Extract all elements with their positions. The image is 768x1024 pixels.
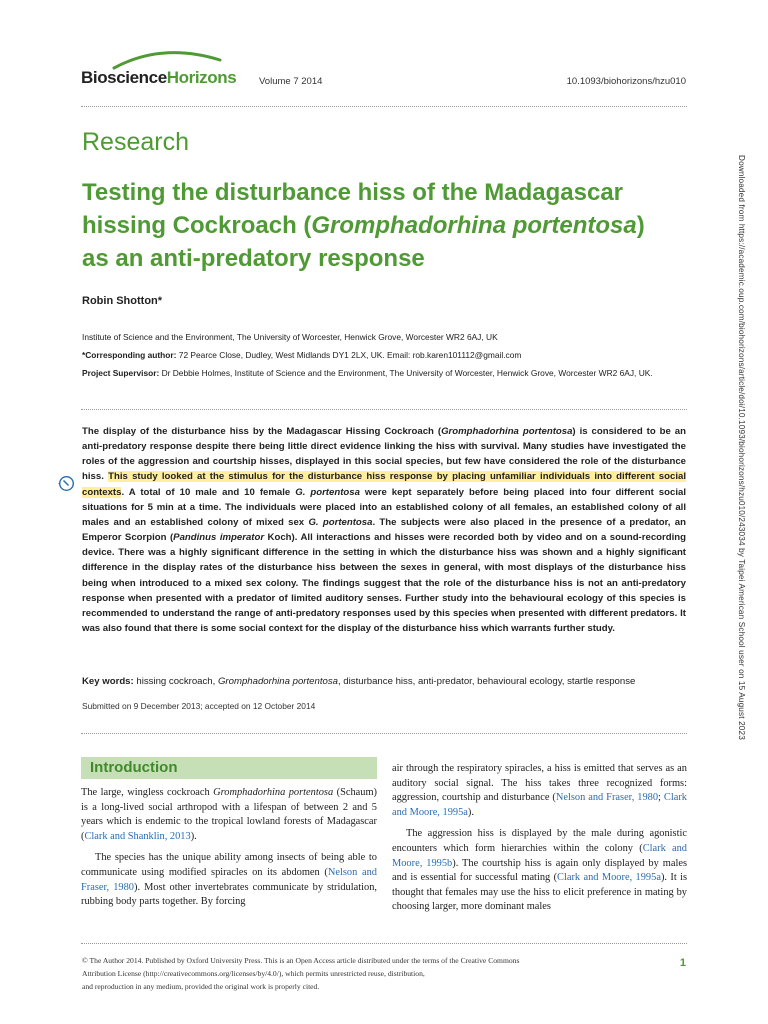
abstract-divider — [81, 409, 687, 410]
abstract — [82, 424, 686, 636]
page-number: 1 — [679, 957, 686, 969]
intro-right-column — [392, 762, 687, 915]
corresponding-text: 72 Pearce Close, Dudley, West Midlands DY1 2LX, UK. Email: rob.karen101112@gmail.com — [176, 350, 522, 360]
header-divider — [81, 106, 687, 107]
license-line-2: Attribution License (http://creativecommons.org/licenses/by/4.0/), which permits unrestricted reuse, distribution, — [82, 969, 425, 978]
affiliation-institute: Institute of Science and the Environment, The University of Worcester, Henwick Grove, Worcester WR2 6AJ, UK — [82, 332, 498, 342]
title-line-2a: hissing Cockroach ( — [82, 212, 312, 239]
intro-p1-text-b: (Schaum) is a long-lived social arthropod with a lifespan of between 2 and 5 years which is endemic to the tropical lowland forests of Madagascar ( — [81, 787, 377, 842]
reference-separator: ; — [658, 792, 664, 804]
keywords-species: Gromphadorhina portentosa — [217, 676, 338, 687]
abstract-text-2: ) is considered to be an anti-predatory response despite there being little direct evidence linking the hiss with survival. Many studies have investigated the roles of the aggression and courtship hisses, displayed in this social species, but few have considered the role of the disturbance hiss. — [82, 426, 686, 483]
intro-p1-text-c: ). — [190, 830, 197, 842]
footer-divider — [81, 943, 687, 944]
volume-label: Volume 7 2014 — [259, 76, 323, 87]
keywords-text-b: , disturbance hiss, anti-predator, behavioural ecology, startle response — [337, 676, 636, 687]
intro-p1-species: Gromphadorhina portentosa — [213, 787, 334, 798]
intro-p3-text-a: air through the respiratory spiracles, a hiss is emitted that serves as an auditory social signal. The hiss takes three recognized forms: aggression, courtship and disturbance ( — [392, 763, 687, 804]
citation-marker-icon[interactable] — [58, 475, 75, 492]
abstract-text-3: . A total of 10 male and 10 female — [121, 486, 296, 498]
title-species-name: Gromphadorhina portentosa — [311, 212, 637, 239]
download-note — [737, 155, 747, 875]
intro-left-column — [81, 786, 377, 910]
intro-p4-text-b: ). The courtship hiss is again only displayed by males and is essential for successful mating ( — [392, 857, 687, 884]
reference-link[interactable]: Nelson and Fraser, 1980 — [81, 866, 377, 893]
corresponding-label: *Corresponding author: — [82, 350, 177, 360]
intro-paragraph-2 — [81, 851, 377, 909]
abstract-text-5: . The subjects were also placed in the presence of a predator, an Emperor Scorpion ( — [82, 516, 686, 544]
reference-link[interactable]: Clark and Shanklin, 2013 — [84, 830, 191, 842]
title-line-2b: ) — [636, 212, 645, 239]
download-note-text: Downloaded from https://academic.oup.com/biohorizons/article/doi/10.1093/biohorizons/hzu010/243034 by Taipei American School user on 15 August 2023 — [737, 155, 746, 740]
keywords — [82, 676, 635, 687]
intro-p2-text-b: ). Most other invertebrates communicate by stridulation, rubbing body parts together. By forcing — [81, 881, 377, 908]
abstract-species-3: G. portentosa — [308, 516, 373, 528]
reference-link[interactable]: Clark and Moore, 1995a — [557, 872, 661, 884]
intro-p4-text-a: The aggression hiss is displayed by the male during agonistic encounters which form hierarchies within the colony ( — [392, 828, 687, 854]
logo-part-horizons: Horizons — [166, 68, 237, 87]
supervisor-label: Project Supervisor: — [82, 368, 160, 378]
highlighted-text[interactable]: This study looked at the stimulus for the disturbance hiss response by placing unfamiliar individuals into different social contexts — [82, 471, 686, 498]
intro-paragraph-4 — [392, 827, 687, 915]
intro-p1-text-a: The large, wingless cockroach — [81, 787, 214, 798]
doi-label: 10.1093/biohorizons/hzu010 — [566, 76, 686, 87]
reference-link[interactable]: Clark and Moore, 1995a — [392, 792, 687, 818]
intro-paragraph-3 — [392, 762, 687, 820]
reference-link[interactable]: Clark and Moore, 1995b — [392, 842, 687, 869]
project-supervisor — [82, 368, 653, 378]
body-divider — [81, 733, 687, 734]
abstract-species-1: Gromphadorhina portentosa — [441, 426, 573, 437]
introduction-heading: Introduction — [90, 759, 178, 776]
title-line-3: as an anti-predatory response — [82, 245, 425, 272]
license-line-3: and reproduction in any medium, provided the original work is properly cited. — [82, 982, 320, 991]
reference-link[interactable]: Nelson and Fraser, 1980 — [555, 792, 659, 804]
abstract-text-6: Koch). All interactions and hisses were recorded both by video and on a sound-recording device. There was a highly significant difference in the setting in which the disturbance hiss was shown and a highly significant difference in the display rates of the disturbance hiss between the sexes in general, with most displays of the disturbance hiss being when introduced to a mixed sex colony. The findings suggest that the role of the disturbance hiss is not an anti-predatory response when presented with a predator of limited auditory senses. Further study into the behavioural ecology of this species is recommended to understand the range of anti-predatory responses used by this species when presented with different predators. It was also found that there is some social context for the display of the disturbance hiss which warrants further study. — [82, 532, 686, 635]
corresponding-author — [82, 350, 521, 360]
logo-swoosh-icon — [112, 48, 222, 70]
keywords-label: Key words: — [82, 676, 134, 687]
title-line-1: Testing the disturbance hiss of the Madagascar — [82, 179, 624, 206]
author-name: Robin Shotton* — [82, 295, 163, 307]
license-footer — [82, 954, 642, 993]
abstract-species-2: G. portentosa — [295, 486, 360, 498]
section-label: Research — [82, 128, 189, 156]
intro-p2-text-a: The species has the unique ability among insects of being able to communicate using modified spiracles on its abdomen ( — [81, 852, 377, 878]
logo-part-bioscience: Bioscience — [81, 68, 167, 87]
abstract-text-1: The display of the disturbance hiss by the Madagascar Hissing Cockroach ( — [82, 426, 442, 437]
abstract-species-4: Pandinus imperator — [173, 532, 265, 544]
intro-p4-text-c: ). It is thought that females may use the hiss to elicit preference in mating by choosing larger, more dominant males — [392, 872, 688, 913]
submission-dates: Submitted on 9 December 2013; accepted on 12 October 2014 — [82, 701, 316, 711]
intro-paragraph-1 — [81, 786, 377, 844]
supervisor-text: Dr Debbie Holmes, Institute of Science and the Environment, The University of Worcester, Henwick Grove, Worcester WR2 6AJ, UK. — [159, 368, 653, 378]
keywords-text-a: hissing cockroach, — [133, 676, 218, 687]
journal-logo — [81, 68, 236, 88]
article-title — [82, 176, 682, 275]
intro-p3-text-b: ). — [467, 806, 474, 818]
license-line-1: © The Author 2014. Published by Oxford University Press. This is an Open Access article distributed under the terms of the Creative Commons — [82, 956, 520, 965]
abstract-text-4: were kept separately before being placed into four different social situations for 5 min at a time. The individuals were placed into an established colony of all females, an established colony of all males and an established colony of mixed sex — [82, 486, 687, 528]
